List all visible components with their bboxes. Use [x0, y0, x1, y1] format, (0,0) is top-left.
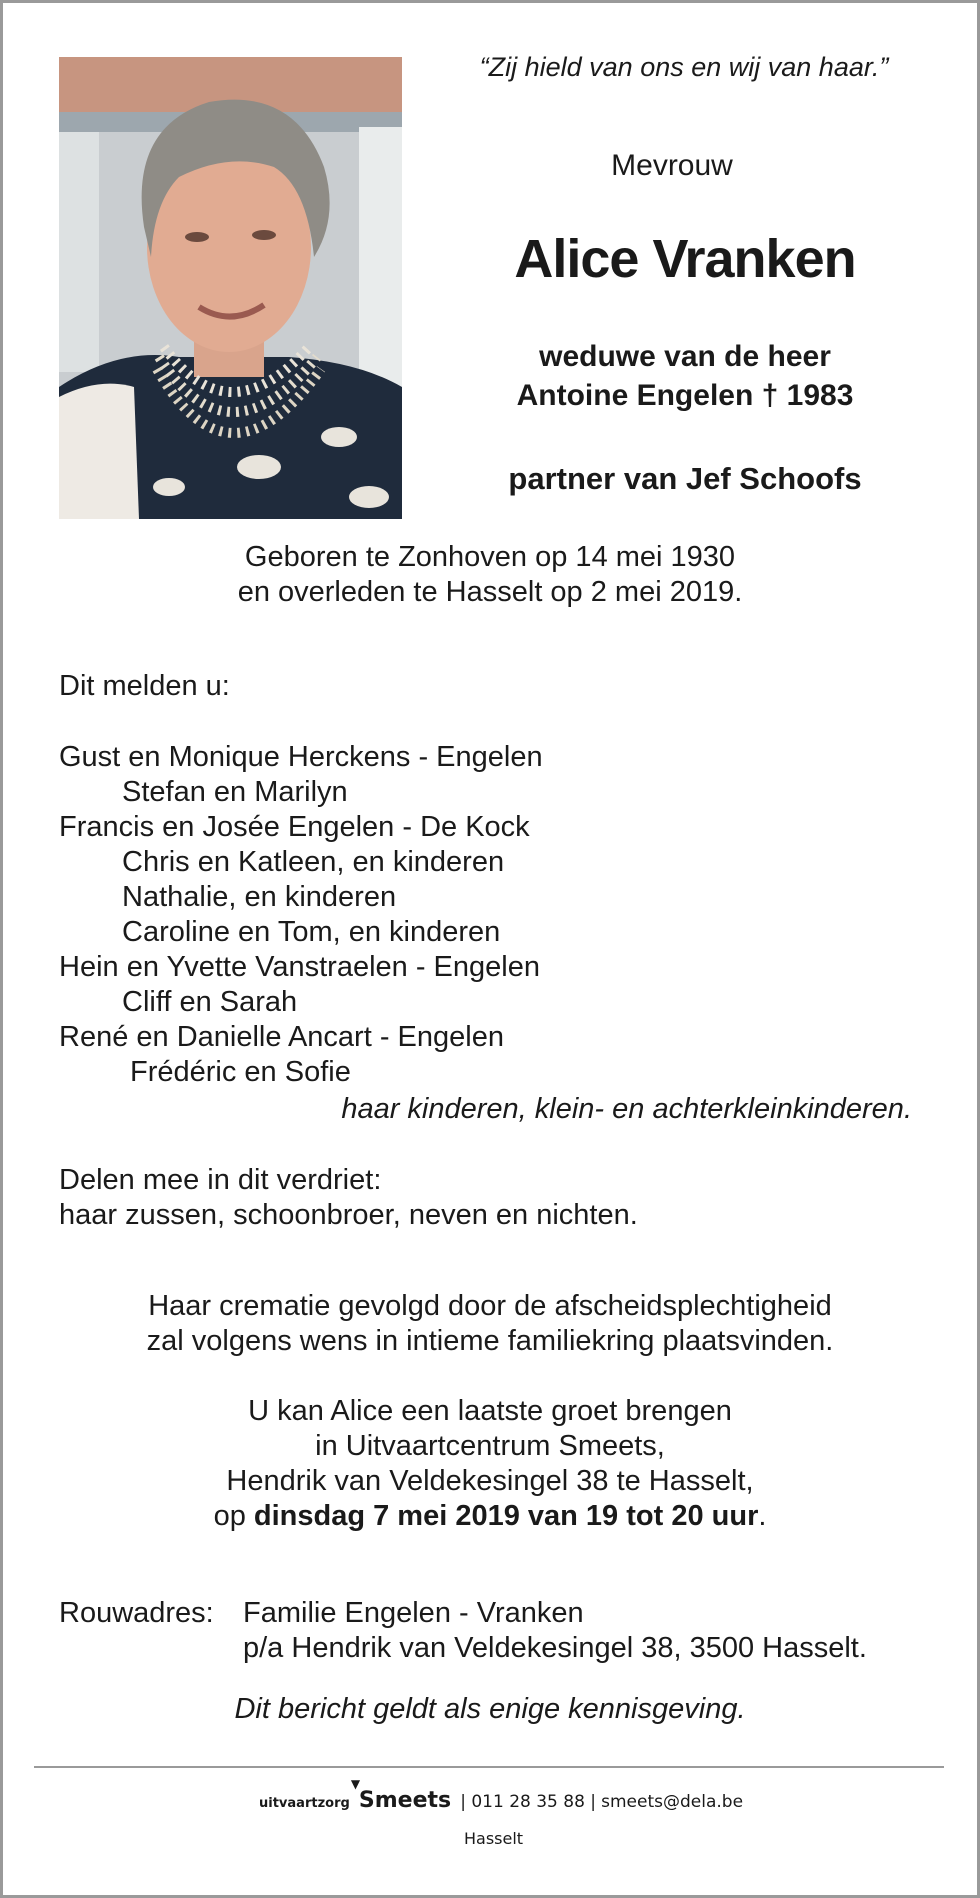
salutation: Mevrouw — [611, 149, 733, 182]
share-line-2: haar zussen, schoonbroer, neven en nichten. — [59, 1199, 638, 1231]
family-row: Francis en Josée Engelen - De Kock — [59, 811, 530, 843]
footer-email[interactable]: smeets@dela.be — [601, 1792, 744, 1812]
greeting-line-4 — [90, 1499, 890, 1534]
footer-brand — [350, 1777, 452, 1813]
greeting-line-1: U kan Alice een laatste groet brengen — [248, 1395, 732, 1427]
family-row: Frédéric en Sofie — [130, 1056, 351, 1088]
footer-prefix: uitvaartzorg — [259, 1796, 350, 1811]
widow-line-1: weduwe van de heer — [539, 340, 831, 373]
footer-brand-name: Smeets — [358, 1788, 452, 1813]
family-row: Caroline en Tom, en kinderen — [122, 916, 501, 948]
footer-line — [259, 1777, 744, 1822]
quote: “Zij hield van ons en wij van haar.” — [479, 52, 889, 82]
footer-divider — [34, 1766, 944, 1768]
cremation-line-2: zal volgens wens in intieme familiekring plaatsvinden. — [146, 1325, 834, 1357]
family-row: René en Danielle Ancart - Engelen — [59, 1021, 504, 1053]
notice-line: Dit bericht geldt als enige kennisgeving. — [234, 1693, 746, 1725]
greeting-line-2: in Uitvaartcentrum Smeets, — [315, 1430, 665, 1462]
address-line-2: p/a Hendrik van Veldekesingel 38, 3500 Hasselt. — [243, 1632, 867, 1664]
footer-city: Hasselt — [464, 1829, 524, 1848]
birth-line-2: en overleden te Hasselt op 2 mei 2019. — [237, 576, 743, 608]
share-line-1: Delen mee in dit verdriet: — [59, 1164, 382, 1196]
family-row: Nathalie, en kinderen — [122, 881, 397, 913]
announce-line: Dit melden u: — [59, 670, 230, 702]
triangle-down-icon: ▼ — [350, 1777, 361, 1791]
family-role: haar kinderen, klein- en achterkleinkinderen. — [341, 1093, 912, 1125]
portrait-photo — [59, 57, 402, 519]
partner-line: partner van Jef Schoofs — [508, 461, 862, 496]
address-label: Rouwadres: — [59, 1597, 214, 1629]
deceased-name: Alice Vranken — [514, 229, 856, 289]
footer-phone: | 011 28 35 88 | — [460, 1792, 597, 1812]
birth-line-1: Geboren te Zonhoven op 14 mei 1930 — [244, 541, 736, 573]
family-row: Cliff en Sarah — [122, 986, 298, 1018]
greeting-suffix: . — [758, 1500, 767, 1532]
family-row: Stefan en Marilyn — [122, 776, 348, 808]
family-row: Hein en Yvette Vanstraelen - Engelen — [59, 951, 540, 983]
cremation-line-1: Haar crematie gevolgd door de afscheidsplechtigheid — [148, 1290, 832, 1322]
address-line-1: Familie Engelen - Vranken — [243, 1597, 584, 1629]
family-row: Chris en Katleen, en kinderen — [122, 846, 505, 878]
widow-line-2: Antoine Engelen † 1983 — [516, 379, 854, 412]
greeting-line-3: Hendrik van Veldekesingel 38 te Hasselt, — [226, 1465, 754, 1497]
family-row: Gust en Monique Herckens - Engelen — [59, 741, 543, 773]
portrait-illustration — [59, 57, 402, 519]
greeting-prefix: op — [213, 1500, 254, 1532]
visitation-date: dinsdag 7 mei 2019 van 19 tot 20 uur — [253, 1500, 759, 1532]
